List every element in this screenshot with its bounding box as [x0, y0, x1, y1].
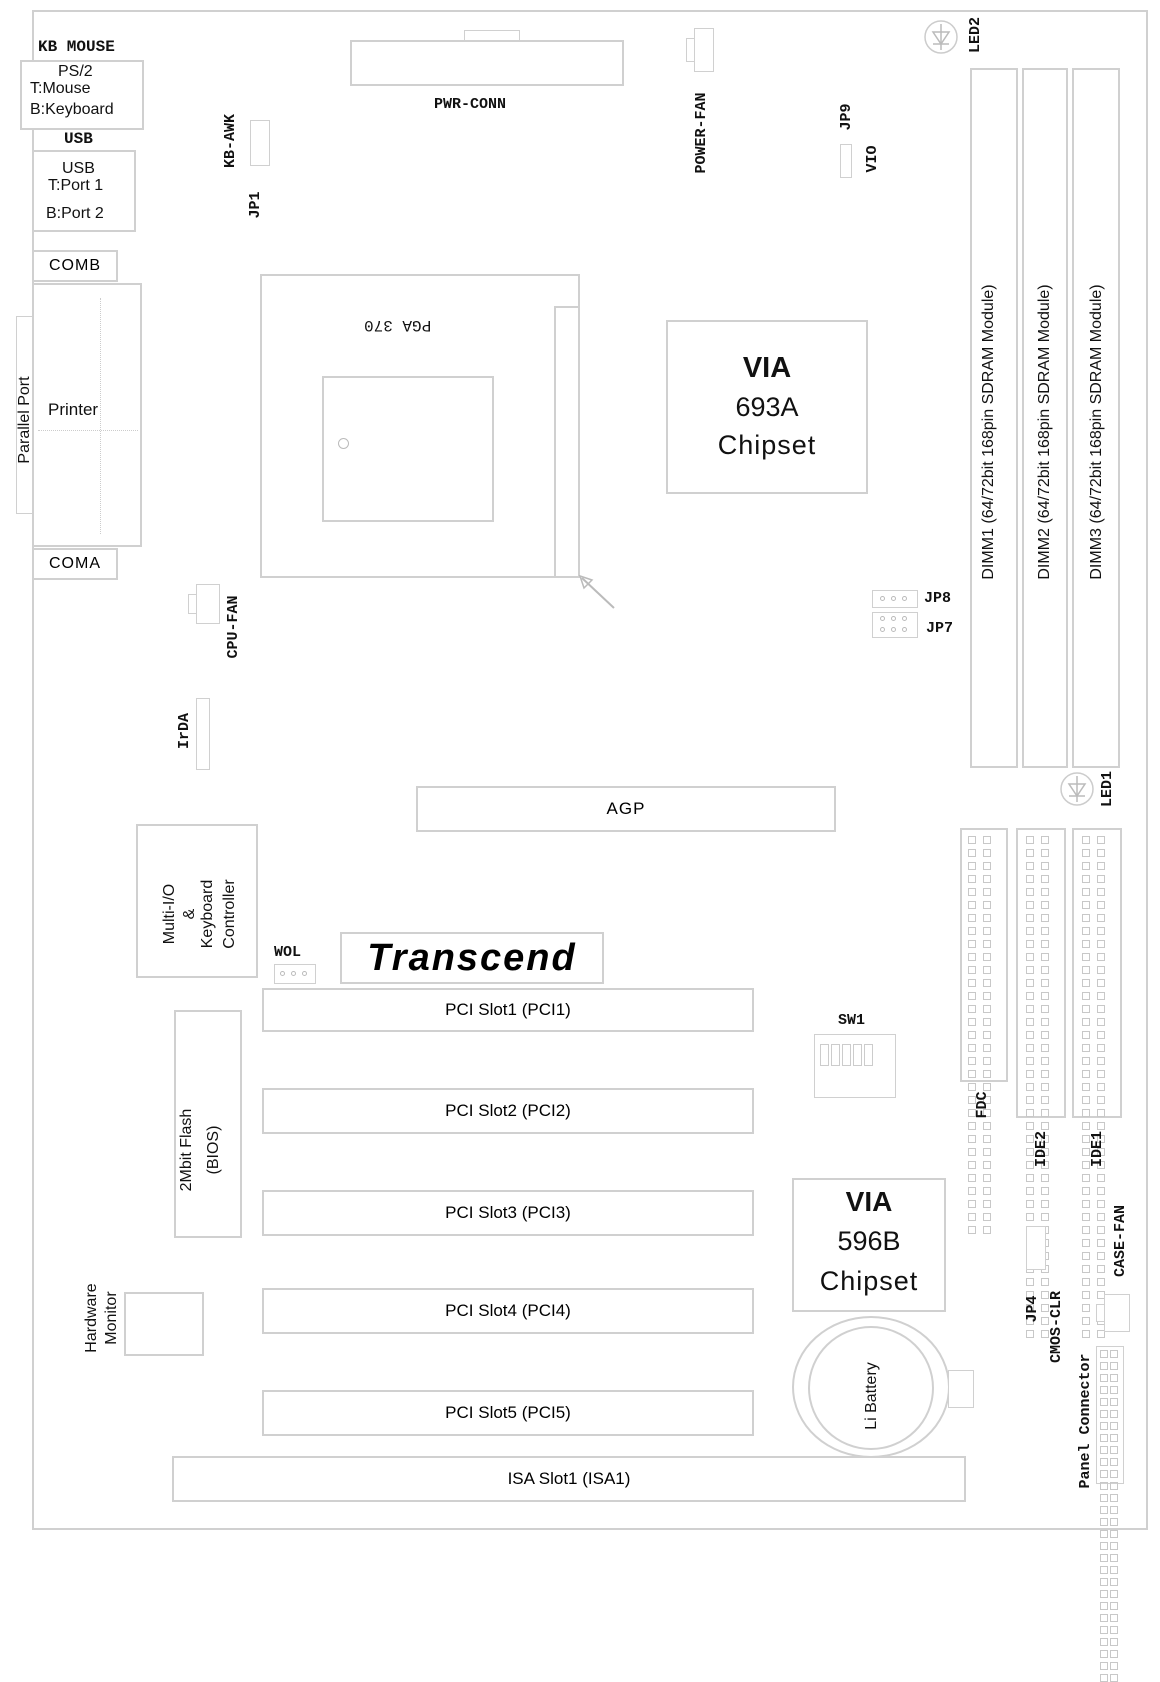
hardware-monitor-chip — [124, 1292, 204, 1356]
multi-io-line1: Multi-I/O — [161, 883, 178, 945]
dimm1-label: DIMM1 (64/72bit 168pin SDRAM Module) — [980, 284, 997, 580]
case-fan-latch — [1096, 1304, 1105, 1322]
jp4-label: JP4 — [1023, 1295, 1041, 1323]
dimm3-label: DIMM3 (64/72bit 168pin SDRAM Module) — [1088, 284, 1105, 580]
cmos-clr-label: CMOS-CLR — [1047, 1291, 1065, 1364]
usb-port1-label: T:Port 1 — [48, 177, 104, 194]
jp9-header — [840, 144, 852, 178]
comb-connector — [32, 250, 118, 282]
battery-tab — [948, 1370, 974, 1408]
pci-slot-3-label: PCI Slot3 (PCI3) — [445, 1203, 571, 1222]
pci-slot-1 — [262, 988, 754, 1032]
wol-pins — [280, 971, 307, 976]
led2-label: LED2 — [966, 17, 984, 54]
panel-connector-label: Panel Connector — [1076, 1353, 1094, 1489]
irda-header — [196, 698, 210, 770]
vio-label: VIO — [863, 145, 881, 173]
dimm2-label: DIMM2 (64/72bit 168pin SDRAM Module) — [1036, 284, 1053, 580]
pci-slot-5 — [262, 1390, 754, 1436]
arrow-icon — [576, 574, 618, 612]
hardware-monitor-line2: Monitor — [103, 1291, 120, 1345]
pci-slot-5-label: PCI Slot5 (PCI5) — [445, 1403, 571, 1422]
pci-slot-2-label: PCI Slot2 (PCI2) — [445, 1101, 571, 1120]
kb-awk-label: KB-AWK — [221, 114, 239, 169]
fdc-pins — [968, 836, 991, 1234]
jp9-label: JP9 — [837, 103, 855, 131]
cpu-fan-label: CPU-FAN — [224, 595, 242, 659]
led1-label: LED1 — [1098, 771, 1116, 808]
agp-label: AGP — [606, 799, 646, 818]
usb-label: USB — [62, 160, 95, 177]
power-fan-label: POWER-FAN — [692, 92, 710, 174]
brand-box — [340, 932, 604, 984]
comb-label: COMB — [49, 257, 101, 274]
ps2-mouse-label: T:Mouse — [30, 80, 91, 97]
power-fan-latch — [686, 38, 695, 62]
ps2-keyboard-label: B:Keyboard — [30, 101, 114, 118]
wol-label: WOL — [274, 944, 302, 961]
parallel-port-label: Parallel Port — [16, 376, 33, 464]
agp-slot — [416, 786, 836, 832]
pci-slot-4-label: PCI Slot4 (PCI4) — [445, 1301, 571, 1320]
cpu-fan-latch — [188, 594, 197, 614]
isa-slot-1-label: ISA Slot1 (ISA1) — [507, 1469, 631, 1488]
pci-slot-1-label: PCI Slot1 (PCI1) — [445, 1000, 571, 1019]
ide1-label: IDE1 — [1088, 1131, 1106, 1168]
printer-divider-dash — [100, 298, 101, 534]
sw1-label: SW1 — [838, 1012, 866, 1029]
south-chipset-kind: Chipset — [819, 1266, 919, 1296]
usb-title: USB — [64, 130, 93, 148]
multi-io-line4: Controller — [221, 879, 238, 949]
south-chipset-brand: VIA — [845, 1186, 893, 1217]
battery-label: Li Battery — [863, 1362, 880, 1430]
coma-connector — [32, 548, 118, 580]
irda-label: IrDA — [175, 713, 193, 750]
north-chipset-kind: Chipset — [717, 430, 817, 460]
pwr-conn-label: PWR-CONN — [434, 96, 507, 113]
pin1-marker — [338, 438, 349, 449]
panel-connector-pins — [1100, 1350, 1117, 1682]
case-fan-header — [1104, 1294, 1130, 1332]
brand-logo: Transcend — [367, 936, 577, 979]
hardware-monitor-line1: Hardware — [83, 1283, 100, 1353]
coma-label: COMA — [49, 555, 101, 572]
bios-line2: (BIOS) — [205, 1125, 222, 1175]
fdc-label: FDC — [973, 1091, 991, 1119]
cpu-lever — [554, 306, 580, 578]
usb-port2-label: B:Port 2 — [46, 205, 104, 222]
ps2-label: PS/2 — [58, 63, 93, 80]
ide2-label: IDE2 — [1032, 1131, 1050, 1168]
jp4-header — [1026, 1226, 1046, 1270]
north-chipset-model: 693A — [735, 392, 799, 422]
power-fan-header — [694, 28, 714, 72]
ide1-pins — [1082, 836, 1105, 1338]
multi-io-line3: Keyboard — [199, 879, 216, 949]
pci-slot-4 — [262, 1288, 754, 1334]
cpu-fan-header — [196, 584, 220, 624]
jp8-label: JP8 — [924, 590, 952, 607]
printer-divider-dash-h — [38, 430, 138, 431]
pci-slot-2 — [262, 1088, 754, 1134]
pci-slot-3 — [262, 1190, 754, 1236]
pga370-label: PGA 370 — [364, 316, 432, 334]
cpu-die — [322, 376, 494, 522]
led1-icon — [1058, 770, 1096, 808]
bios-line1: 2Mbit Flash — [178, 1108, 195, 1192]
jp1-label: JP1 — [246, 191, 264, 219]
jp7-pins-top — [880, 616, 907, 621]
sw1-switch-levers — [820, 1044, 873, 1066]
isa-slot-1 — [172, 1456, 966, 1502]
north-chipset-brand: VIA — [742, 352, 792, 384]
pwr-conn-connector — [350, 40, 624, 86]
jp8-pins — [880, 596, 907, 601]
kb-awk-header — [250, 120, 270, 166]
jp7-label: JP7 — [926, 620, 954, 637]
multi-io-line2: & — [181, 908, 198, 920]
south-chipset-model: 596B — [837, 1226, 901, 1256]
kb-mouse-title: KB MOUSE — [38, 38, 115, 56]
printer-label: Printer — [48, 400, 99, 419]
led2-icon — [922, 18, 960, 56]
case-fan-label: CASE-FAN — [1111, 1205, 1129, 1278]
jp7-pins-bottom — [880, 627, 907, 632]
